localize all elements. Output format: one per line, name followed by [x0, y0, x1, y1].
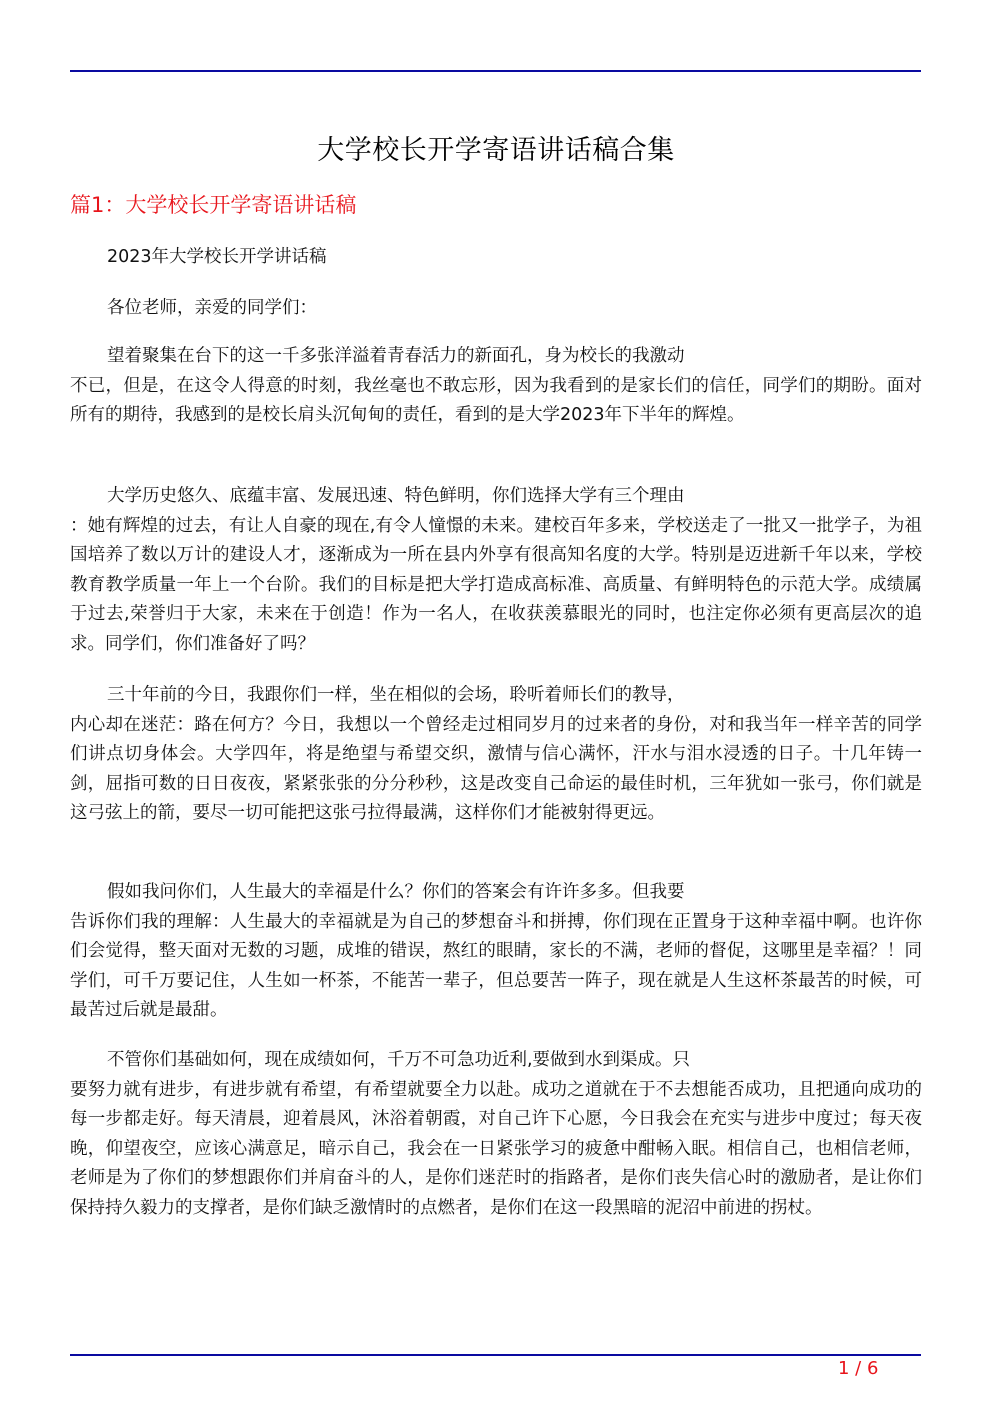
paragraph — [70, 482, 922, 659]
greeting-line: 各位老师，亲爱的同学们： — [107, 298, 317, 318]
paragraph-first-line: 大学历史悠久、底蕴丰富、发展迅速、特色鲜明，你们选择大学有三个理由 — [107, 486, 685, 506]
paragraph-first-line: 不管你们基础如何，现在成绩如何，千万不可急功近利,要做到水到渠成。只 — [107, 1050, 691, 1070]
paragraph-body: 内心却在迷茫：路在何方？今日，我想以一个曾经走过相同岁月的过来者的身份，对和我当年一样辛苦的同学们讲点切身体会。大学四年，将是绝望与希望交织，激情与信心满怀，汗水与泪水浸透的日子。十几年铸一剑，屈指可数的日日夜夜，紧紧张张的分分秒秒，这是改变自己命运的最佳时机，三年犹如一张弓，你们就是这弓弦上的箭，要尽一切可能把这张弓拉得最满，这样你们才能被射得更远。 — [70, 714, 922, 823]
section-heading: 篇1：大学校长开学寄语讲话稿 — [70, 193, 357, 217]
paragraph-first-line: 望着聚集在台下的这一千多张洋溢着青春活力的新面孔，身为校长的我激动 — [107, 346, 685, 366]
paragraph-body: 要努力就有进步，有进步就有希望，有希望就要全力以赴。成功之道就在于不去想能否成功，且把通向成功的每一步都走好。每天清晨，迎着晨风，沐浴着朝霞，对自己许下心愿，今日我会在充实与进步中度过；每天夜晚，仰望夜空，应该心满意足，暗示自己，我会在一日紧张学习的疲惫中酣畅入眠。相信自己，也相信老师，老师是为了你们的梦想跟你们并肩奋斗的人，是你们迷茫时的指路者，是你们丧失信心时的激励者，是让你们保持持久毅力的支撑者，是你们缺乏激情时的点燃者，是你们在这一段黑暗的泥沼中前进的拐杖。 — [70, 1079, 922, 1218]
paragraph-first-line: 假如我问你们，人生最大的幸福是什么？你们的答案会有许许多多。但我要 — [107, 882, 685, 902]
paragraph — [70, 342, 922, 431]
paragraph-body: 告诉你们我的理解：人生最大的幸福就是为自己的梦想奋斗和拼搏，你们现在正置身于这种幸福中啊。也许你们会觉得，整天面对无数的习题，成堆的错误，熬红的眼睛，家长的不满，老师的督促，这哪里是幸福？！同学们，可千万要记住，人生如一杯茶，不能苦一辈子，但总要苦一阵子，现在就是人生这杯茶最苦的时候，可最苦过后就是最甜。 — [70, 911, 922, 1020]
paragraph-body: ：她有辉煌的过去，有让人自豪的现在,有令人憧憬的未来。建校百年多来，学校送走了一批又一批学子，为祖国培养了数以万计的建设人才，逐渐成为一所在县内外享有很高知名度的大学。特别是迈进新千年以来，学校教育教学质量一年上一个台阶。我们的目标是把大学打造成高标准、高质量、有鲜明特色的示范大学。成绩属于过去,荣誉归于大家，未来在于创造！作为一名人，在收获羡慕眼光的同时，也注定你必须有更高层次的追求。同学们，你们准备好了吗？ — [70, 515, 922, 654]
footer-rule — [70, 1354, 921, 1356]
document-title: 大学校长开学寄语讲话稿合集 — [317, 135, 675, 166]
paragraph — [70, 1046, 922, 1223]
paragraph-first-line: 三十年前的今日，我跟你们一样，坐在相似的会场，聆听着师长们的教导， — [107, 685, 685, 705]
page-indicator: 1 / 6 — [838, 1358, 879, 1379]
paragraph-body: 不已，但是，在这令人得意的时刻，我丝毫也不敢忘形，因为我看到的是家长们的信任，同学们的期盼。面对所有的期待，我感到的是校长肩头沉甸甸的责任，看到的是大学2023年下半年的辉煌。 — [70, 375, 922, 425]
header-rule — [70, 70, 921, 72]
paragraph — [70, 878, 922, 1026]
paragraph — [70, 681, 922, 829]
speech-subtitle: 2023年大学校长开学讲话稿 — [107, 247, 327, 267]
